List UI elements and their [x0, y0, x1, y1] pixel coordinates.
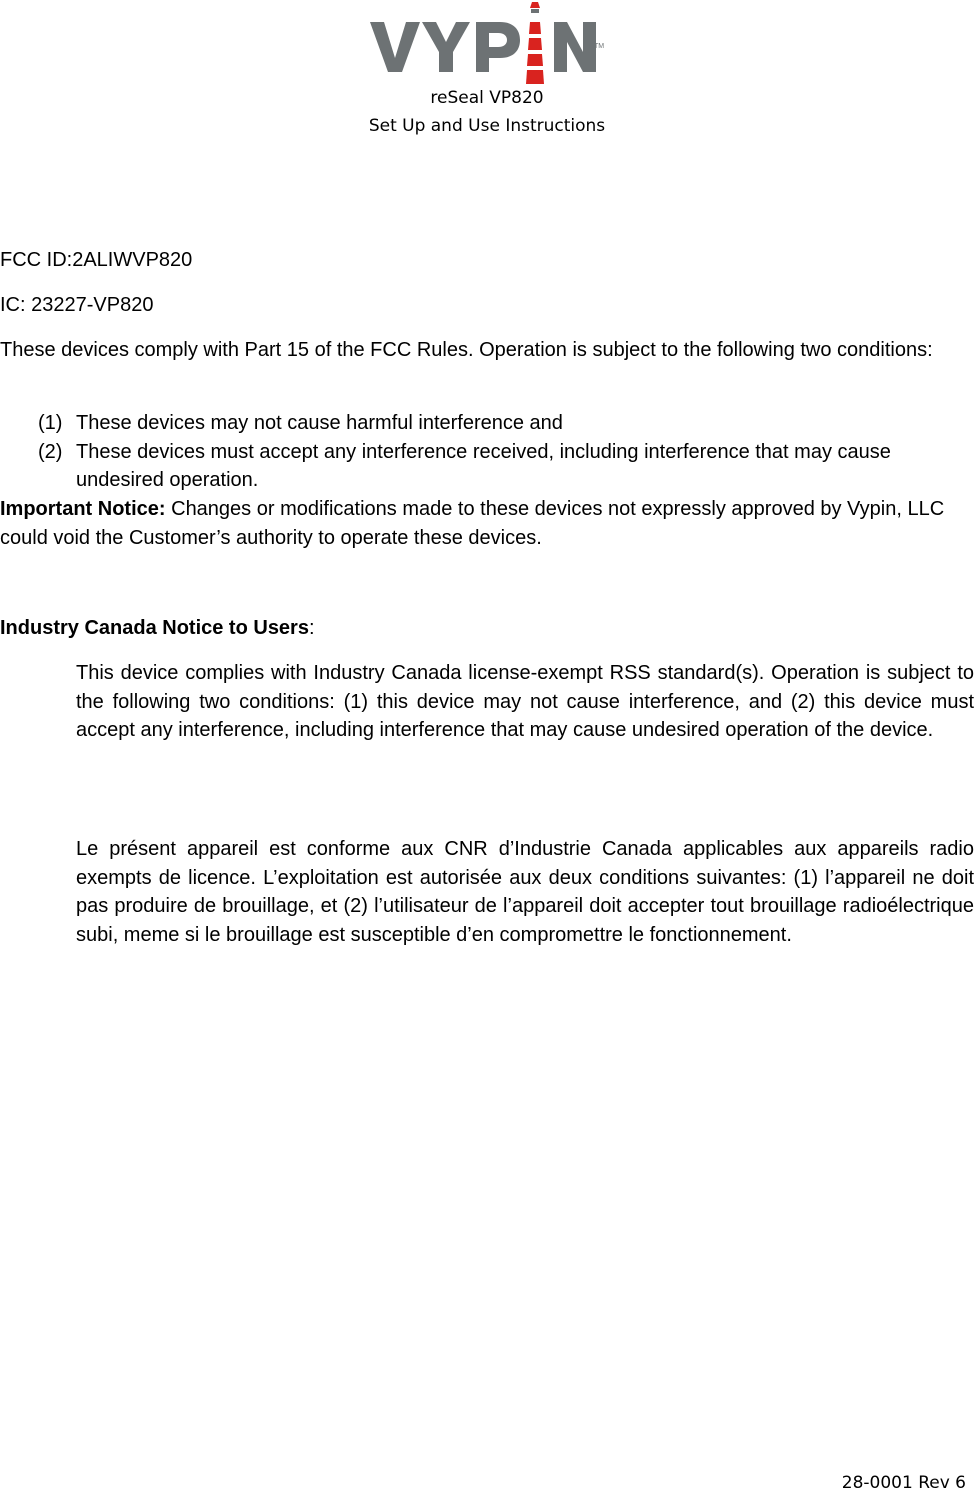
list-number: (2): [38, 440, 63, 463]
industry-canada-english: This device complies with Industry Canada license-exempt RSS standard(s). Operation is subject to the following two conditions: (1) this device may not cause interference, and (2) this device must accept any interference, including interference that may cause undesired operation of the device.: [76, 662, 974, 741]
document-subtitle: Set Up and Use Instructions: [368, 116, 606, 136]
vypin-logo: [368, 0, 604, 86]
trademark-mark: TM: [594, 43, 604, 50]
product-name: reSeal VP820: [430, 88, 544, 108]
industry-canada-heading: [0, 614, 965, 643]
heading-suffix: :: [308, 617, 315, 639]
list-text: These devices must accept any interference received, including interference that may cause undesired operation.: [76, 440, 891, 491]
industry-canada-french: Le présent appareil est conforme aux CNR d’Industrie Canada applicables aux appareils radio exempts de licence. L’exploitation est autorisée aux deux conditions suivantes: (1) l’appareil ne doit pas produire de brouillage, et (2) l’utilisateur de l’appareil doit accepter tout brouillage radioélectrique subi, meme si le brouillage est susceptible d’en compromettre le fonctionnement.: [76, 838, 974, 946]
important-notice-label: Important Notice:: [0, 498, 166, 520]
fcc-id: FCC ID:2ALIWVP820: [0, 249, 193, 271]
fcc-conditions: [0, 409, 965, 495]
ic-id: IC: 23227-VP820: [0, 294, 154, 316]
list-number: (1): [38, 412, 63, 434]
document-number: 28-0001 Rev 6: [841, 1473, 966, 1493]
list-item: [0, 409, 965, 438]
list-item: [0, 438, 965, 495]
list-text: These devices may not cause harmful interference and: [76, 412, 563, 434]
fcc-intro: These devices comply with Part 15 of the FCC Rules. Operation is subject to the following two conditions:: [0, 339, 933, 361]
heading-text: Industry Canada Notice to Users: [0, 617, 309, 639]
important-notice: [0, 495, 965, 552]
important-notice-text: Changes or modifications made to these devices not expressly approved by Vypin, LLC could void the Customer’s authority to operate these devices.: [0, 498, 945, 549]
